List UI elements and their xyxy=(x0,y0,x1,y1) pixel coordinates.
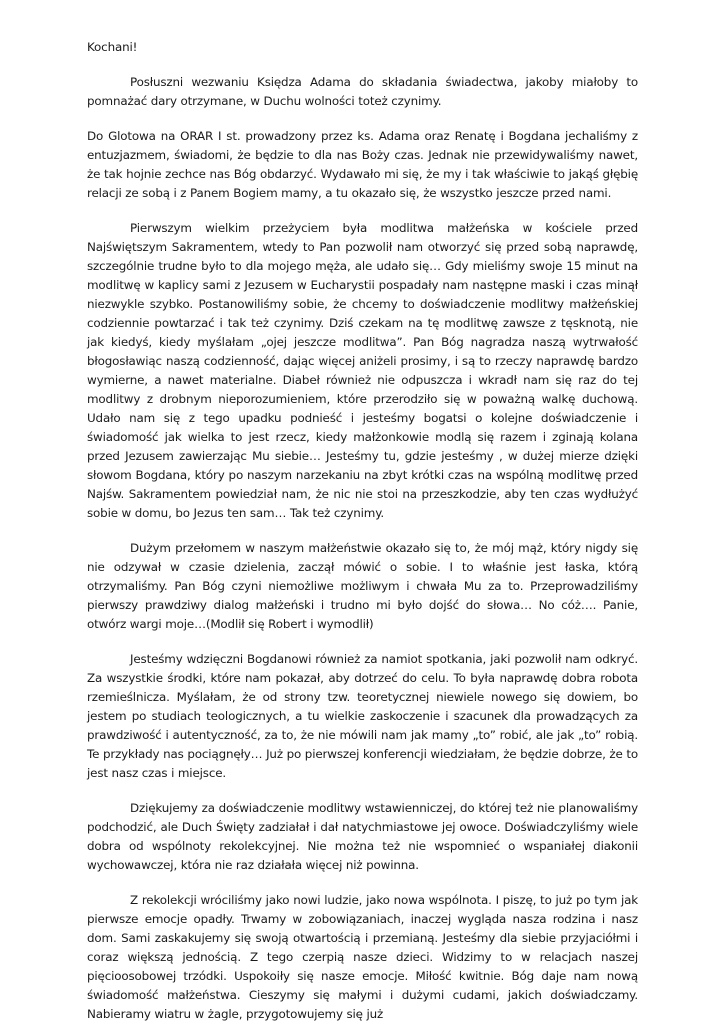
paragraph-1: Posłuszni wezwaniu Księdza Adama do składania świadectwa, jakoby miałoby to pomnażać dary otrzymane, w Duchu wolności toteż czynimy. xyxy=(87,75,638,108)
paragraph-4: Dużym przełomem w naszym małżeństwie okazało się to, że mój mąż, który nigdy się nie odzywał w czasie dzielenia, zaczął mówić o sobie. I to właśnie jest łaska, którą otrzymaliśmy. Pan Bóg czyni niemożliwe możliwym i chwała Mu za to. Przeprowadziliśmy pierwszy prawdziwy dialog małżeński i trudno mi było dojść do słowa… No cóż…. Panie, otwórz wargi moje…(Modlił się Robert i wymodlił) xyxy=(87,541,638,631)
greeting: Kochani! xyxy=(87,40,138,54)
paragraph-6: Dziękujemy za doświadczenie modlitwy wstawienniczej, do której też nie planowaliśmy podchodzić, ale Duch Święty zadziałał i dał natychmiastowe jej owoce. Doświadczyliśmy wiele dobra od wspólnoty rekolekcyjnej. Nie można też nie wspomnieć o wspaniałej diakonii wychowawczej, która nie raz działała więcej niż powinna. xyxy=(87,801,638,872)
paragraph-3: Pierwszym wielkim przeżyciem była modlitwa małżeńska w kościele przed Najświętszym Sakramentem, wtedy to Pan pozwolił nam otworzyć się przed sobą naprawdę, szczególnie trudne było to dla mojego męża, ale udało się… Gdy mieliśmy swoje 15 minut na modlitwę w kaplicy sami z Jezusem w Eucharystii pospadały nam następne maski i czas minął niezwykle szybko. Postanowiliśmy sobie, że chcemy to doświadczenie modlitwy małżeńskiej codziennie powtarzać i tak też czynimy. Dziś czekam na tę modlitwę zawsze z tęsknotą, nie jak kiedyś, kiedy myślałam „ojej jeszcze modlitwa”. Pan Bóg nagradza naszą wytrwałość błogosławiąc naszą codzienność, dając więcej aniżeli prosimy, i są to rzeczy naprawdę bardzo wymierne, a nawet materialne. Diabeł również nie odpuszcza i wkradł nam się raz do tej modlitwy z drobnym nieporozumieniem, które przerodziło się w poważną walkę duchową. Udało nam się z tego upadku podnieść i jesteśmy bogatsi o kolejne doświadczenie i świadomość jak wielka to jest rzecz, kiedy małżonkowie modlą się razem i zginają kolana przed Jezusem zawierzając Mu siebie… Jesteśmy tu, gdzie jesteśmy , w dużej mierze dzięki słowom Bogdana, który po naszym narzekaniu na zbyt krótki czas na wspólną modlitwę przed Najśw. Sakramentem powiedział nam, że nic nie stoi na przeszkodzie, aby ten czas wydłużyć sobie w domu, bo Jezus ten sam… Tak też czynimy. xyxy=(87,221,638,520)
paragraph-2: Do Glotowa na ORAR I st. prowadzony przez ks. Adama oraz Renatę i Bogdana jechaliśmy z entuzjazmem, świadomi, że będzie to dla nas Boży czas. Jednak nie przewidywaliśmy nawet, że tak hojnie zechce nas Bóg obdarzyć. Wydawało mi się, że my i tak właściwie to jakąś głębię relacji ze sobą i z Panem Bogiem mamy, a tu okazało się, że wszystko jeszcze przed nami. xyxy=(87,129,638,200)
paragraph-7: Z rekolekcji wróciliśmy jako nowi ludzie, jako nowa wspólnota. I piszę, to już po tym jak pierwsze emocje opadły. Trwamy w zobowiązaniach, inaczej wygląda nasza rodzina i nasz dom. Sami zaskakujemy się swoją otwartością i przemianą. Jesteśmy dla siebie przyjaciółmi i coraz większą jednością. Z tego czerpią nasze dzieci. Widzimy to w relacjach naszej pięcioosobowej trzódki. Uspokoiły się nasze emocje. Miłość kwitnie. Bóg daje nam nową świadomość małżeństwa. Cieszymy się małymi i dużymi cudami, jakich doświadczamy. Nabieramy wiatru w żagle, przygotowujemy się już xyxy=(87,893,638,1021)
paragraph-5: Jesteśmy wdzięczni Bogdanowi również za namiot spotkania, jaki pozwolił nam odkryć. Za wszystkie środki, które nam pokazał, aby dotrzeć do celu. To była naprawdę dobra robota rzemieślnicza. Myślałam, że od strony tzw. teoretycznej niewiele nowego się dowiem, bo jestem po studiach teologicznych, a tu wielkie zaskoczenie i szacunek dla prowadzących za prawdziwość i autentyczność, za to, że nie mówili nam jak mamy „to” robić, ale jak „to” robią. Te przykłady nas pociągnęły… Już po pierwszej konferencji wiedziałam, że będzie dobrze, że to jest nasz czas i miejsce. xyxy=(87,652,638,780)
document-body xyxy=(87,38,638,1024)
